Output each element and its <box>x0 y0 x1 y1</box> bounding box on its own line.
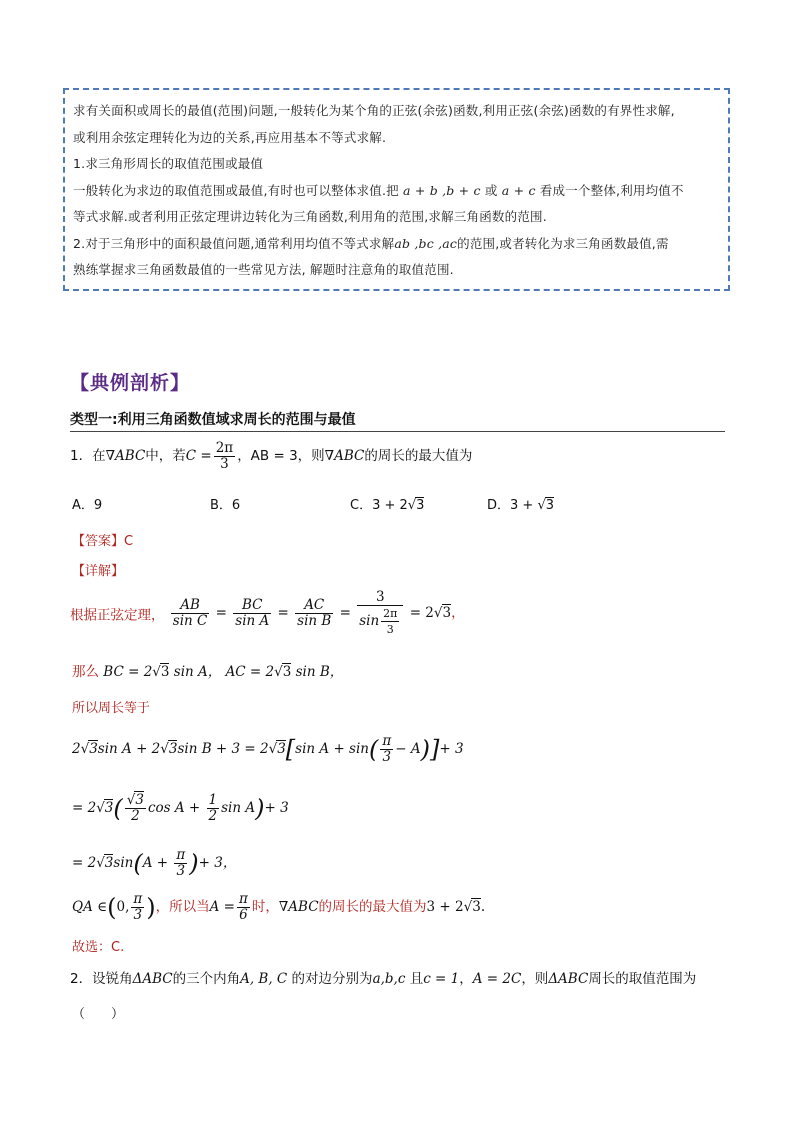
note-line-2: 或利用余弦定理转化为边的关系,再应用基本不等式求解. <box>73 129 387 145</box>
note-line-4-text-a: 一般转化为求边的取值范围或最值,有时也可以整体求值.把 <box>73 182 399 198</box>
p2-angles: A, B, C <box>240 971 288 987</box>
method-note-box <box>63 88 730 291</box>
problem-1-fraction <box>214 441 235 472</box>
choice-c-label: C．3 + 2 <box>350 498 408 513</box>
frac-n: 3 <box>357 590 403 606</box>
p2-mid5: ，则 <box>521 971 549 987</box>
p2-mid1: 的三个内角 <box>172 971 241 987</box>
p2-sides: a,b,c <box>372 971 406 987</box>
q-a-in: QA ∈ <box>72 899 108 915</box>
answer-paren: （ ） <box>72 1007 125 1022</box>
frac-n: BC <box>233 598 271 614</box>
root-three: 3 <box>472 899 481 915</box>
frac-d: sin B <box>297 613 332 629</box>
when-tail: 时， <box>251 899 279 915</box>
six: 6 <box>239 907 248 923</box>
type-one-title: 类型一:利用三角函数值域求周长的范围与最值 <box>70 412 356 428</box>
perimeter-eq-3: = 2√3sin(A + $\frac{\pi}{3}$ )+ 3， <box>72 847 237 879</box>
frac-n: AB <box>171 598 210 614</box>
note-line-6-text-a: 2.对于三角形中的面积最值问题,通常利用均值不等式求解 <box>73 235 395 251</box>
frac-d: sin C <box>172 613 208 629</box>
final-choice: 故选：C. <box>72 940 125 955</box>
note-line-3: 1.求三角形周长的取值范围或最值 <box>73 156 264 171</box>
p2-c1: c = 1 <box>423 971 460 987</box>
perimeter-eq-2: = 2√3( $\frac{√3}{2}$ cos A + $\frac{1}{2}$ sin A)+ 3 <box>72 792 289 824</box>
choice-b: B．6 <box>210 498 241 513</box>
p2-a2c: A = 2C <box>472 971 522 987</box>
conclusion-line: QA ∈(0, $\frac{\pi}{3}$ )，所以当A = $\frac{\pi}{6}$ 时，∇ABC的周长的最大值为3 + 2√3. <box>72 891 486 923</box>
p2-triangle: ΔABC <box>132 971 173 987</box>
p2-mid2: 的对边分别为 <box>287 971 373 987</box>
bc-eq: BC = 2 <box>103 664 153 680</box>
note-line-5: 等式求解.或者利用正弦定理讲边转化为三角函数,利用角的范围,求解三角函数的范围. <box>73 209 547 224</box>
note-line-4 <box>73 178 720 205</box>
problem-1-suffix: 的周长的最大值为 <box>364 448 473 464</box>
note-math-a-plus-c: a + c <box>501 182 536 198</box>
law-label: 根据正弦定理， <box>70 607 165 624</box>
ab-over-sinc <box>171 598 210 629</box>
problem-1-prefix: 1．在 <box>70 448 106 464</box>
p2-mid3: 且 <box>405 971 424 987</box>
max-tail: 的周长的最大值为 <box>318 899 427 915</box>
sin-a: sin A， <box>173 664 222 680</box>
note-line-7: 熟练掌握求三角函数最值的一些常见方法, 解题时注意角的取值范围. <box>73 262 454 277</box>
p2-prefix: 2．设锐角 <box>70 971 133 987</box>
frac-n: AC <box>295 598 333 614</box>
note-line-4-or: 或 <box>480 182 502 198</box>
frac-num: 2π <box>215 440 234 456</box>
sin-b: sin B， <box>295 664 344 680</box>
frac-d: sin A <box>235 613 270 629</box>
choice-d-root: 3 <box>545 498 555 513</box>
bc-over-sina <box>233 598 271 629</box>
problem-1-triangle-2: ∇ABC <box>324 448 365 464</box>
max-val: 3 + 2 <box>426 899 464 915</box>
three-over-sin <box>357 590 403 637</box>
note-line-1: 求有关面积或周长的最值(范围)问题,一般转化为某个角的正弦(余弦)函数,利用正弦(余弦)函数的有界性求解, <box>73 103 675 118</box>
title-underline <box>70 431 725 432</box>
perimeter-label: 所以周长等于 <box>72 701 151 716</box>
problem-1-c-eq: C = <box>185 448 212 464</box>
p2-mid4: ， <box>459 971 473 987</box>
problem-2-stem <box>70 967 696 987</box>
choice-a: A．9 <box>72 498 103 513</box>
problem-1-triangle: ∇ABC <box>105 448 146 464</box>
problem-1-stem <box>70 441 472 472</box>
note-math-a-plus-b: a + b <box>403 182 438 198</box>
p2-triangle-2: ΔABC <box>548 971 589 987</box>
triangle-symbol: ∇ABC <box>278 899 319 915</box>
pi-over-six <box>237 892 250 923</box>
note-math-ab-bc-ac: ab ,bc ,ac <box>394 235 458 251</box>
choice-c-root: 3 <box>416 498 425 513</box>
frac-den: 3 <box>220 456 229 472</box>
note-math-b-plus-c: ,b + c <box>442 182 481 198</box>
p2-suffix: 周长的取值范围为 <box>588 971 697 987</box>
problem-1-ab: ，AB = 3，则 <box>237 448 325 464</box>
frac-d: sin $\frac{2\pi}{3}$ <box>359 607 398 636</box>
law-of-sines-line: 根据正弦定理， $\frac{AB}{\text{sin C}}$ = $\frac{BC}{\text{sin A}}$ = $\frac{AC}{\text{sin B}}$ = 3 sin $\frac{2\pi}{3}$ = 2√3， <box>70 589 465 636</box>
then-line: 那么 BC = 2√3 sin A， AC = 2√3 sin B， <box>72 664 344 680</box>
section-heading: 【典例剖析】 <box>70 372 191 394</box>
so-when: ，所以当 <box>155 899 210 915</box>
note-line-4-text-b: 看成一个整体,利用均值不 <box>535 182 684 198</box>
choice-d-label: D．3 + <box>487 498 538 513</box>
detail-label: 【详解】 <box>72 564 125 579</box>
pi: π <box>238 891 248 907</box>
then-label: 那么 <box>72 664 99 680</box>
ac-over-sinb <box>295 598 333 629</box>
note-line-6 <box>73 231 720 258</box>
note-line-6-text-b: 的范围,或者转化为求三角函数最值,需 <box>457 235 669 251</box>
ac-eq: AC = 2 <box>225 664 275 680</box>
problem-1-mid: 中，若 <box>145 448 186 464</box>
a-eq: A = <box>209 899 235 915</box>
perimeter-eq-1: 2√3sin A + 2√3sin B + 3 = 2√3[sin A + sin( $\frac{\pi}{3}$ − A)]+ 3 <box>72 733 464 765</box>
choice-c: C．3 + 2√3 <box>350 498 425 513</box>
choice-d: D．3 + √3 <box>487 498 555 513</box>
answer-label: 【答案】C <box>72 534 134 549</box>
